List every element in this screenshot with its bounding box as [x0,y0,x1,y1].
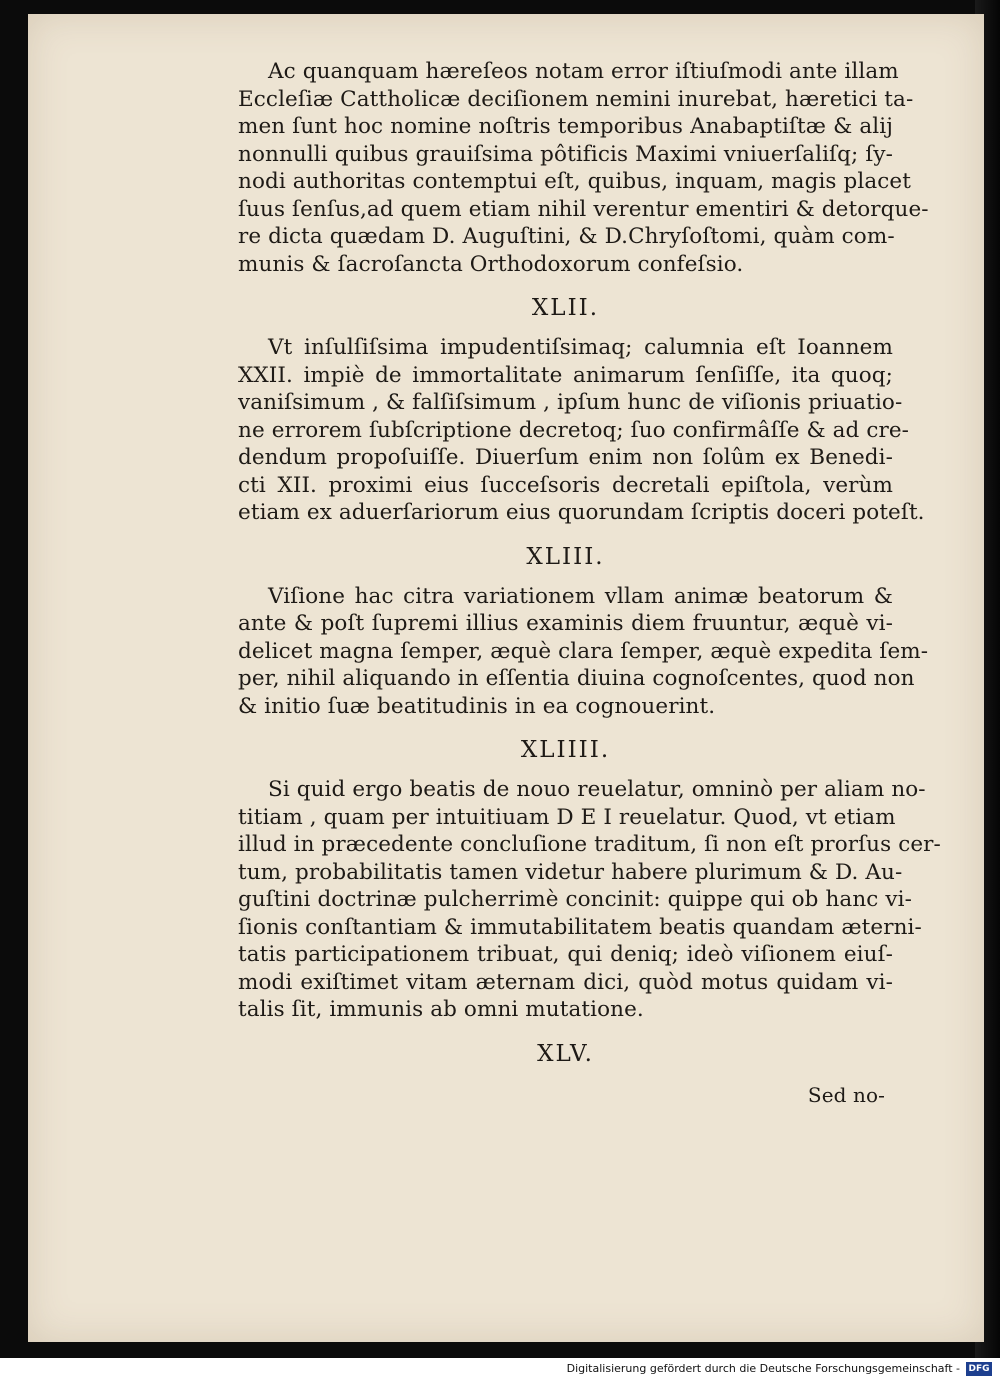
text-line: men ſunt hoc nomine noſtris temporibus Anabaptiſtæ & alij [238,114,893,139]
text-line: nodi authoritas contemptui eſt, quibus, inquam, magis placet [238,169,911,194]
text-line: Si quid ergo beatis de nouo reuelatur, omninò per aliam no- [268,777,926,802]
text-line: guſtini doctrinæ pulcherrimè concinit: quippe qui ob hanc vi- [238,887,912,912]
text-line: munis & ſacroſancta Orthodoxorum confeſsio. [238,251,744,277]
text-line: nonnulli quibus grauiſsima pôtificis Maximi vniuerſaliſq; ſy- [238,141,893,167]
text-line: ſuus ſenſus,ad quem etiam nihil verentur ementiri & detorque- [238,196,929,222]
section-heading: XLII. [531,295,600,321]
catchword: Sed no- [807,1082,885,1107]
text-line: & initio ſuæ beatitudinis in ea cognouerint. [238,693,716,719]
text-line: tatis participationem tribuat, qui deniq; ideò viſionem eiuſ- [238,942,893,967]
text-line: etiam ex aduerſariorum eius quorundam ſcriptis doceri poteſt. [238,500,925,525]
paragraph [238,583,929,721]
text-line: XXII. impiè de immortalitate animarum ſenſiſſe, ita quoq; [238,362,893,388]
page-text-block [238,58,941,1109]
text-line: titiam , quam per intuitiuam D E I reuelatur. Quod, vt etiam [238,804,896,830]
text-line: Viſione hac citra variationem vllam animæ beatorum & [268,583,893,609]
footer-credit-text: Digitalisierung gefördert durch die Deutsche Forschungsgemeinschaft - [566,1362,960,1375]
paragraph [238,776,941,1024]
section-heading: XLV. [537,1040,594,1067]
text-line: Eccleſiæ Cattholicæ deciſionem nemini inurebat, hæretici ta- [238,86,914,112]
text-line: talis ſit, immunis ab omni mutatione. [238,997,644,1022]
text-line: Ac quanquam hæreſeos notam error iſtiuſmodi ante illam [268,59,899,84]
section-heading: XLIIII. [520,737,611,763]
digitization-footer [0,1358,1000,1381]
dfg-logo-icon: DFG [966,1362,992,1376]
text-line: ne errorem ſubſcriptione decretoq; ſuo confirmâſſe & ad cre- [238,417,910,443]
text-line: illud in præcedente concluſione traditum, ſi non eſt prorſus cer- [238,832,941,857]
text-line: per, nihil aliquando in eſſentia diuina cognoſcentes, quod non [238,666,915,691]
text-line: dendum propoſuiſſe. Diuerſum enim non ſolûm ex Benedi- [238,445,893,470]
text-line: delicet magna ſemper, æquè clara ſemper, æquè expedita ſem- [238,638,929,664]
text-line: vaniſsimum , & falſiſsimum , ipſum hunc de viſionis priuatio- [238,390,903,415]
paragraph [238,58,929,278]
text-line: Vt inſulſiſsima impudentiſsimaq; calumnia eſt Ioannem [268,335,893,360]
paragraph [238,334,925,527]
text-line: cti XII. proximi eius ſucceſsoris decretali epiſtola, verùm [238,472,893,498]
text-line: ante & poſt ſupremi illius examinis diem fruuntur, æquè vi- [238,611,893,636]
section-heading: XLIII. [526,543,605,570]
text-line: tum, probabilitatis tamen videtur habere plurimum & D. Au- [238,859,903,885]
text-line: ſionis conſtantiam & immutabilitatem beatis quandam æterni- [238,914,922,940]
text-line: modi exiſtimet vitam æternam dici, quòd motus quidam vi- [238,969,893,995]
text-line: re dicta quædam D. Auguſtini, & D.Chryſoſtomi, quàm com- [238,224,895,249]
